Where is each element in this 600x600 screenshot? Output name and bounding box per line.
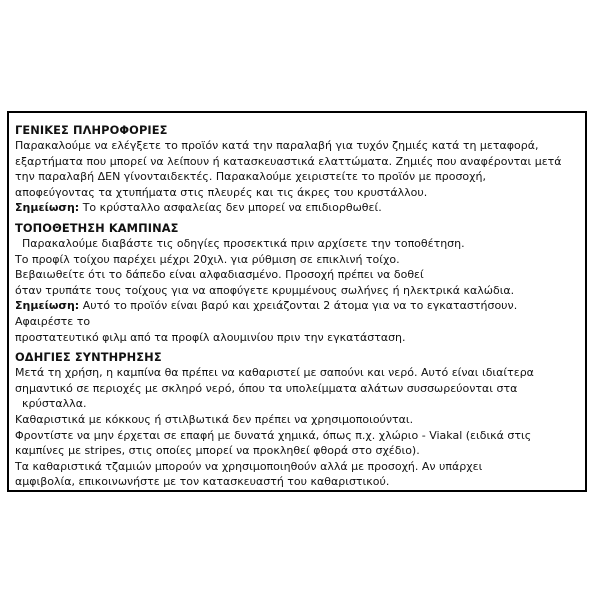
text-line: Μετά τη χρήση, η καμπίνα θα πρέπει να καθαριστεί με σαπούνι και νερό. Αυτό είναι ιδιαίτερα [15, 366, 534, 380]
text-line: εξαρτήματα που μπορεί να λείπουν ή κατασκευαστικά ελαττώματα. Ζημιές που αναφέρονται μετά [15, 154, 562, 168]
text-line: αποφεύγοντας τα χτυπήματα στις πλευρές και τις άκρες του κρυστάλλου. [15, 185, 428, 199]
text-line: Καθαριστικά με κόκκους ή στιλβωτικά δεν πρέπει να χρησιμοποιούνται. [15, 412, 414, 426]
note-text: Το κρύσταλλο ασφαλείας δεν μπορεί να επιδιορθωθεί. [79, 201, 382, 215]
section-heading: ΟΔΗΓΙΕΣ ΣΥΝΤΗΡΗΣΗΣ [15, 350, 162, 365]
text-line: Παρακαλούμε διαβάστε τις οδηγίες προσεκτικά πριν αρχίσετε την τοποθέτηση. [22, 236, 465, 250]
section-heading: ΓΕΝΙΚΕΣ ΠΛΗΡΟΦΟΡΙΕΣ [15, 123, 168, 137]
text-line: όταν τρυπάτε τους τοίχους για να αποφύγετε κρυμμένους σωλήνες ή ηλεκτρικά καλώδια. [15, 283, 515, 297]
text-line: την παραλαβή ΔΕΝ γίνονταιδεκτές. Παρακαλούμε χειριστείτε το προϊόν με προσοχή, [15, 170, 486, 184]
text-line: αμφιβολία, επικοινωνήστε με τον κατασκευαστή του καθαριστικού. [15, 475, 390, 489]
text-line: κρύσταλλα. [22, 397, 87, 411]
text-line: σημαντικό σε περιοχές με σκληρό νερό, όπου τα υπολείμματα αλάτων συσσωρεύονται στα [15, 381, 518, 395]
section-maintenance [15, 349, 579, 490]
text-line: Παρακαλούμε να ελέγξετε το προϊόν κατά την παραλαβή για τυχόν ζημιές κατά τη μεταφορά, [15, 139, 539, 152]
instructions-box [7, 111, 587, 492]
text-line: Το προφίλ τοίχου παρέχει μέχρι 20χιλ. για ρύθμιση σε επικλινή τοίχο. [15, 252, 400, 266]
text-line: Φροντίστε να μην έρχεται σε επαφή με δυνατά χημικά, όπως π.χ. χλώριο - Viakal (ειδικά στις [15, 428, 532, 442]
text-line: Τα καθαριστικά τζαμιών μπορούν να χρησιμοποιηθούν αλλά με προσοχή. Αν υπάρχει [15, 459, 483, 473]
text-line: Αφαιρέστε το [15, 314, 91, 328]
note-text: Αυτό το προϊόν είναι βαρύ και χρειάζονται 2 άτομα για να το εγκαταστήσουν. [79, 299, 518, 313]
text-line: προστατευτικό φιλμ από τα προφίλ αλουμινίου πριν την εγκατάσταση. [15, 330, 406, 344]
note-line [15, 200, 579, 216]
note-label: Σημείωση: [15, 201, 80, 215]
section-general-info [15, 122, 579, 216]
section-installation [15, 220, 579, 345]
text-line: καμπίνες με stripes, στις οποίες μπορεί να προκληθεί φθορά στο σχέδιο). [15, 444, 420, 458]
note-label: Σημείωση: [15, 299, 80, 313]
section-heading: ΤΟΠΟΘΕΤΗΣΗ ΚΑΜΠΙΝΑΣ [15, 220, 179, 235]
note-line [15, 298, 579, 314]
text-line: Βεβαιωθείτε ότι το δάπεδο είναι αλφαδιασμένο. Προσοχή πρέπει να δοθεί [15, 268, 424, 282]
